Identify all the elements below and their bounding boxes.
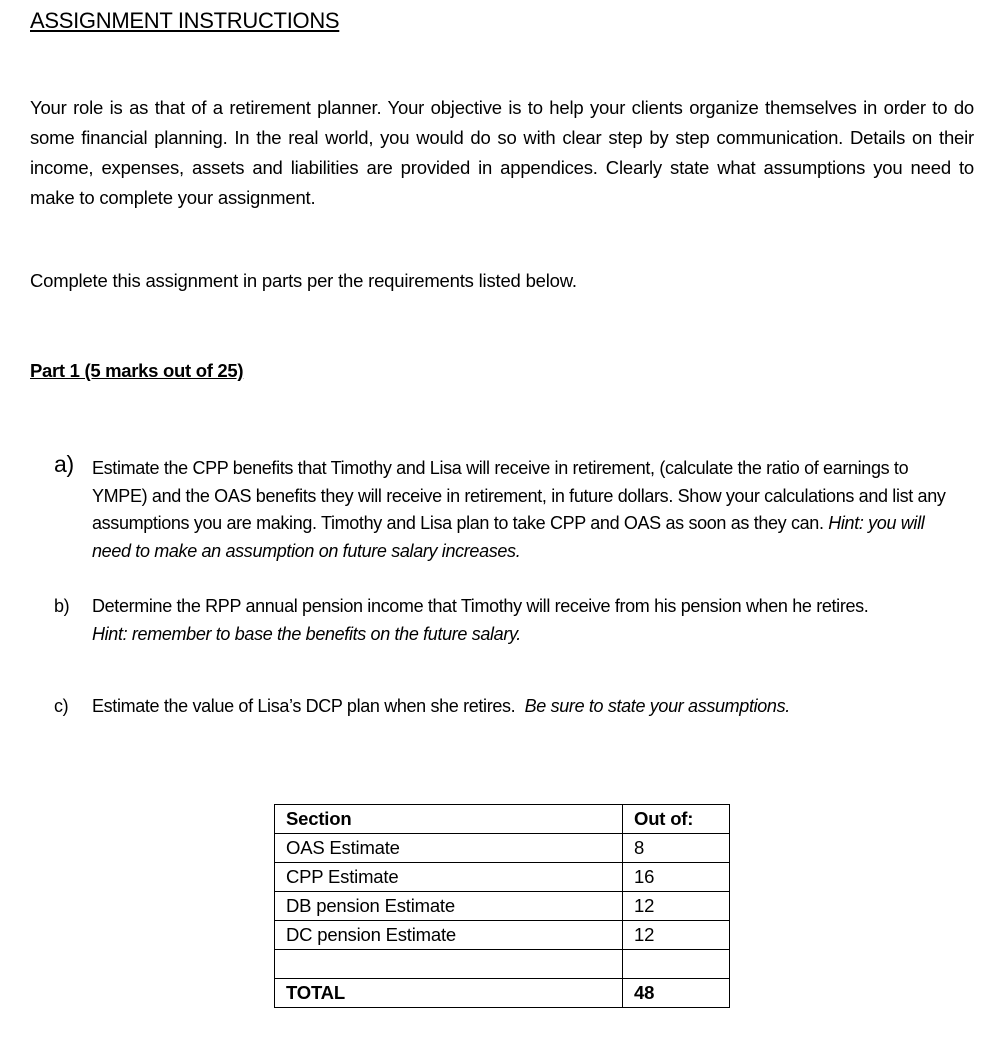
cell-section: OAS Estimate	[275, 834, 623, 863]
item-text: Estimate the CPP benefits that Timothy and Lisa will receive in retirement, (calculate the ratio of earnings to YMPE) and the OAS benefits they will receive in retirement, in future dollars. Show your calculations and list any assumptions you are making. Timothy and Lisa plan to take CPP and OAS as soon as they can.	[92, 458, 946, 534]
header-section: Section	[275, 805, 623, 834]
item-hint: Be sure to state your assumptions.	[524, 696, 790, 716]
part-heading: Part 1 (5 marks out of 25)	[30, 360, 244, 381]
item-label: a)	[54, 451, 74, 477]
item-label: c)	[54, 696, 69, 716]
cell-marks: 12	[623, 921, 730, 950]
item-label: b)	[54, 596, 70, 616]
item-text: Determine the RPP annual pension income that Timothy will receive from his pension when he retires.	[92, 596, 869, 616]
intro-paragraph: Your role is as that of a retirement planner. Your objective is to help your clients organize themselves in order to do some financial planning. In the real world, you would do so with clear step by step communication. Details on their income, expenses, assets and liabilities are provided in appendices. Clearly state what assumptions you need to make to complete your assignment.	[30, 97, 974, 208]
cell-marks: 8	[623, 834, 730, 863]
cell-marks: 12	[623, 892, 730, 921]
total-label: TOTAL	[275, 979, 623, 1008]
cell-marks: 16	[623, 863, 730, 892]
table-total-row	[275, 979, 730, 1008]
table-row	[275, 892, 730, 921]
marks-table	[274, 804, 730, 1008]
item-text: Estimate the value of Lisa’s DCP plan when she retires.	[92, 696, 516, 716]
table-row	[275, 921, 730, 950]
table-row	[275, 834, 730, 863]
table-row	[275, 863, 730, 892]
table-row-empty	[275, 950, 730, 979]
cell-marks	[623, 950, 730, 979]
cell-section: CPP Estimate	[275, 863, 623, 892]
header-out-of: Out of:	[623, 805, 730, 834]
page-title: ASSIGNMENT INSTRUCTIONS	[30, 8, 340, 33]
instruction-paragraph: Complete this assignment in parts per the requirements listed below.	[30, 270, 577, 291]
item-hint: Hint: you will need to make an assumption on future salary increases.	[92, 513, 925, 562]
total-value: 48	[623, 979, 730, 1008]
item-hint: Hint: remember to base the benefits on the future salary.	[92, 623, 521, 644]
cell-section: DC pension Estimate	[275, 921, 623, 950]
cell-section: DB pension Estimate	[275, 892, 623, 921]
cell-section	[275, 950, 623, 979]
table-header-row	[275, 805, 730, 834]
